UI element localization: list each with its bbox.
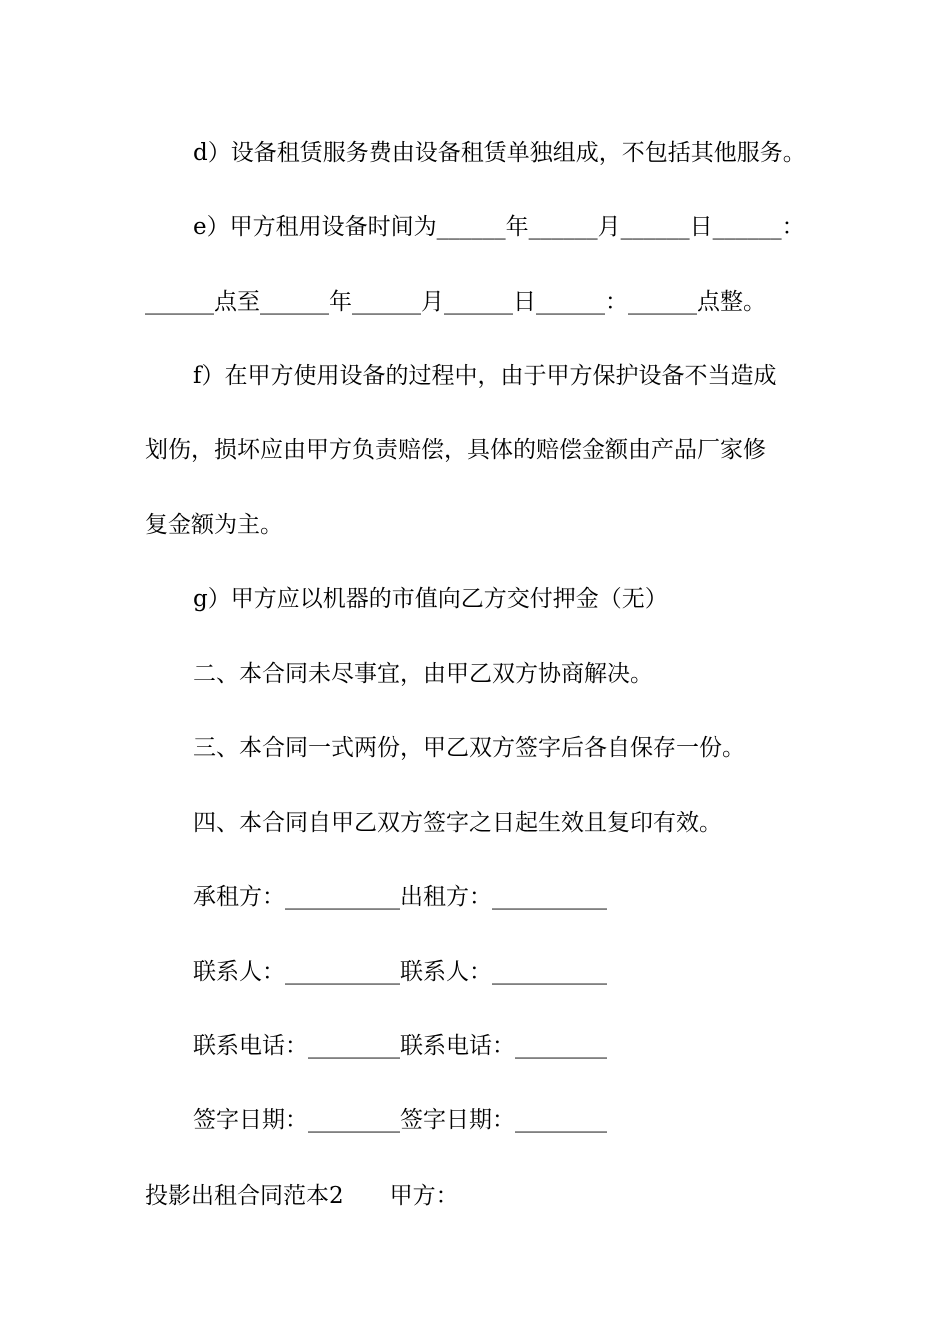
article-three: 三、本合同一式两份，甲乙双方签字后各自保存一份。	[193, 735, 745, 761]
clause-e-line2: ______点至______年______月______日______：______点整。	[145, 289, 766, 315]
signature-contacts: 联系人：__________联系人：__________	[193, 959, 607, 985]
signature-phones: 联系电话：________联系电话：________	[193, 1033, 607, 1059]
clause-f-line2: 划伤，损坏应由甲方负责赔偿，具体的赔偿金额由产品厂家修	[145, 437, 766, 463]
clause-d: d）设备租赁服务费由设备租赁单独组成，不包括其他服务。	[193, 140, 806, 166]
clause-f-line3: 复金额为主。	[145, 512, 283, 538]
signature-dates: 签字日期：________签字日期：________	[193, 1107, 607, 1133]
article-two: 二、本合同未尽事宜，由甲乙双方协商解决。	[193, 661, 653, 687]
signature-parties: 承租方：__________出租方：__________	[193, 884, 607, 910]
next-contract-heading: 投影出租合同范本2 甲方：	[145, 1183, 459, 1209]
clause-g: g）甲方应以机器的市值向乙方交付押金（无）	[193, 586, 668, 612]
article-four: 四、本合同自甲乙双方签字之日起生效且复印有效。	[193, 810, 722, 836]
clause-f-line1: f）在甲方使用设备的过程中，由于甲方保护设备不当造成	[193, 363, 777, 389]
clause-e-line1: e）甲方租用设备时间为______年______月______日______：	[193, 214, 805, 240]
